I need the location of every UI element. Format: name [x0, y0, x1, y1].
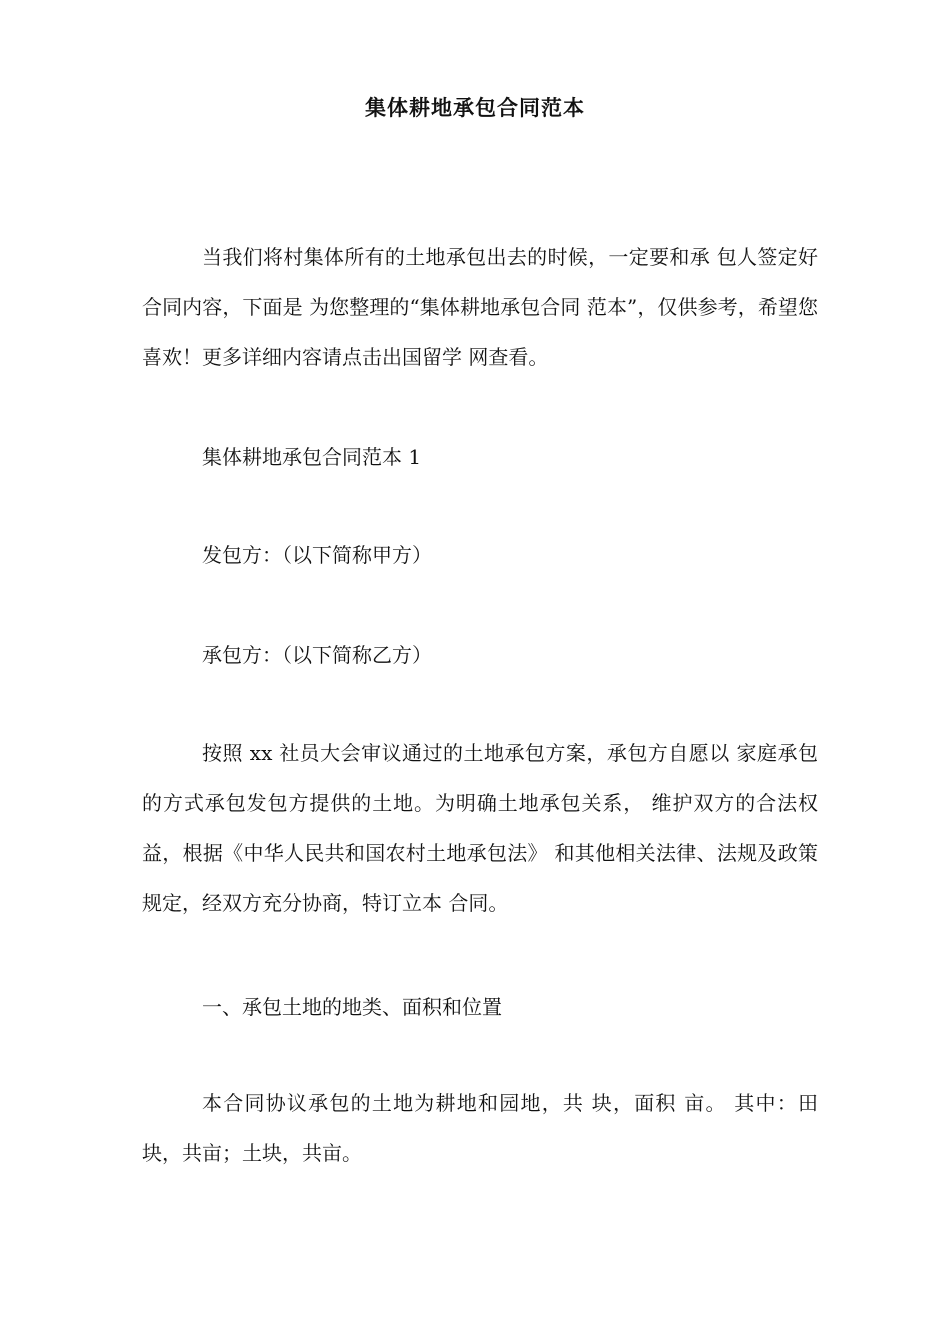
- section-heading-contract-1: 集体耕地承包合同范本 1: [202, 445, 422, 469]
- party-a-line: 发包方：（以下简称甲方）: [202, 543, 432, 567]
- intro-paragraph: 当我们将村集体所有的土地承包出去的时候，一定要和承 包人签定好合同内容，下面是 为您整理的“集体耕地承包合同 范本”，仅供参考，希望您喜欢！更多详细内容请点击出国留学 网查看。: [142, 245, 818, 369]
- preamble-paragraph: 按照 xx 社员大会审议通过的土地承包方案，承包方自愿以 家庭承包的方式承包发包方提供的土地。为明确土地承包关系， 维护双方的合法权益，根据《中华人民共和国农村土地承包法》 和其他相关法律、法规及政策规定，经双方充分协商，特订立本 合同。: [142, 741, 818, 915]
- clause-heading-1: 一、承包土地的地类、面积和位置: [202, 995, 502, 1019]
- clause-1-paragraph: 本合同协议承包的土地为耕地和园地，共 块，面积 亩。 其中：田块，共亩；土块，共亩。: [142, 1091, 818, 1165]
- party-b-line: 承包方：（以下简称乙方）: [202, 643, 432, 667]
- document-title: 集体耕地承包合同范本: [365, 96, 585, 120]
